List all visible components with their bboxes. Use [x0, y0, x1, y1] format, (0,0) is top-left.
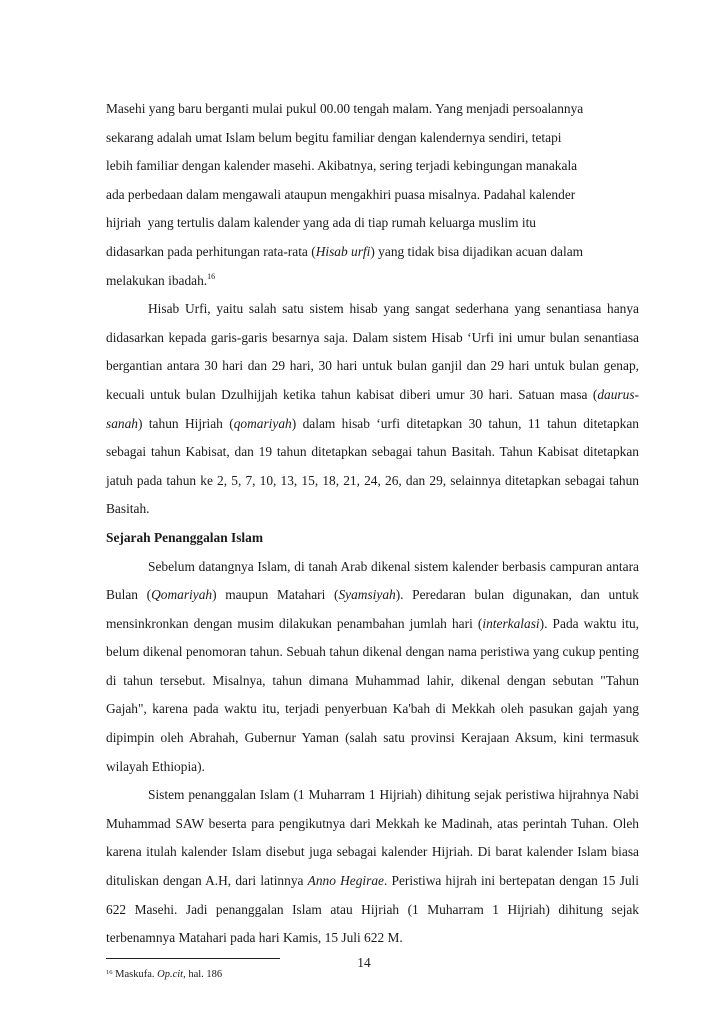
text-run: Hisab Urfi, yaitu salah satu sistem hisab yang sangat sederhana yang senantiasa hanya didasarkan kepada garis-garis besarnya saja. Dalam sistem Hisab ‘Urfi ini umur bulan senantiasa bergantian antara 30 hari dan 29 hari, 30 hari untuk bulan ganjil dan 29 hari untuk bulan genap, kecuali untuk bulan Dzulhijjah ketika tahun kabisat diberi umur 30 hari. Satuan masa ( [106, 301, 639, 402]
text-run: ) yang tidak bisa dijadikan acuan dalam [370, 243, 584, 259]
footnote-number: 16 [106, 968, 113, 976]
italic-term: Qomariyah [151, 587, 213, 603]
text-run: ). Pada waktu itu, belum dikenal penomoran tahun. Sebuah tahun dikenal dengan nama peristiwa yang cukup penting di tahun tersebut. Misalnya, tahun dimana Muhammad lahir, dikenal dengan sebutan "Tahun Gajah", karena pada waktu itu, terjadi penyerbuan Ka'bah di Mekkah oleh pasukan gajah yang dipimpin oleh Abrahah, Gubernur Yaman (salah satu provinsi Kerajaan Aksum, kini termasuk wilayah Ethiopia). [106, 615, 639, 774]
italic-term: Anno Hegirae [307, 873, 384, 889]
paragraph-4 [106, 781, 639, 953]
section-heading: Sejarah Penanggalan Islam [106, 529, 263, 545]
text-run: didasarkan pada perhitungan rata-rata ( [106, 243, 316, 259]
text-run: ) maupun Matahari ( [212, 587, 339, 603]
page-number: 14 [357, 955, 371, 970]
paragraph-1-line-1: Masehi yang baru berganti mulai pukul 00.00 tengah malam. Yang menjadi persoalannya [106, 101, 584, 116]
paragraph-1-line-6 [106, 238, 639, 267]
italic-term: Hisab urfi [315, 243, 371, 259]
text-run: . Peristiwa hijrah ini bertepatan dengan 15 Juli 622 Masehi. Jadi penanggalan Islam atau Hijriah (1 Muharram 1 Hijriah) dihitung sejak terbenamnya Matahari pada hari Kamis, 15 Juli 622 M. [106, 873, 639, 946]
paragraph-3 [106, 553, 639, 782]
text-run: ) tahun Hijriah ( [138, 415, 234, 431]
text-run: Sistem penanggalan Islam (1 Muharram 1 Hijriah) dihitung sejak peristiwa hijrahnya Nabi Muhammad SAW beserta para pengikutnya dari Mekkah ke Madinah, atas perintah Tuhan. Oleh karena itulah kalender Islam disebut juga sebagai kalender Hijriah. Di barat kalender Islam biasa dituliskan dengan A.H, dari latinnya [106, 787, 639, 889]
italic-term: qomariyah [233, 415, 292, 431]
italic-term: Op.cit [157, 968, 184, 980]
paragraph-1 [106, 95, 639, 295]
footnote-reference[interactable]: 16 [207, 271, 216, 281]
paragraph-2 [106, 295, 639, 524]
text-run: , hal. 186 [183, 968, 223, 980]
italic-term: daurus-sanah [106, 386, 639, 431]
text-run: ). Peredaran bulan digunakan, dan untuk mensinkronkan dengan musim dilakukan penambahan jumlah hari ( [106, 587, 639, 631]
paragraph-1-line-4: ada perbedaan dalam mengawali ataupun mengakhiri puasa misalnya. Padahal kalender [106, 186, 576, 202]
text-run: Maskufa. [112, 968, 158, 980]
paragraph-1-line-5: hijriah yang tertulis dalam kalender yang ada di tiap rumah keluarga muslim itu [106, 215, 536, 231]
text-run: Sebelum datangnya Islam, di tanah Arab dikenal sistem kalender berbasis campuran antara Bulan ( [106, 558, 639, 603]
paragraph-1-line-7 [106, 267, 639, 296]
text-run: ) dalam hisab ‘urfi ditetapkan 30 tahun, 11 tahun ditetapkan sebagai tahun Kabisat, dan 19 tahun ditetapkan sebagai tahun Basitah. Tahun Kabisat ditetapkan jatuh pada tahun ke 2, 5, 7, 10, 13, 15, 18, 21, 24, 26, dan 29, selainnya ditetapkan sebagai tahun Basitah. [106, 415, 640, 517]
italic-term: interkalasi [482, 615, 540, 631]
paragraph-1-line-3: lebih familiar dengan kalender masehi. Akibatnya, sering terjadi kebingungan manakala [106, 158, 578, 174]
italic-term: Syamsiyah [338, 587, 396, 603]
paragraph-1-line-2: sekarang adalah umat Islam belum begitu familiar dengan kalendernya sendiri, tetapi [106, 129, 562, 145]
text-run: melakukan ibadah. [106, 272, 208, 288]
